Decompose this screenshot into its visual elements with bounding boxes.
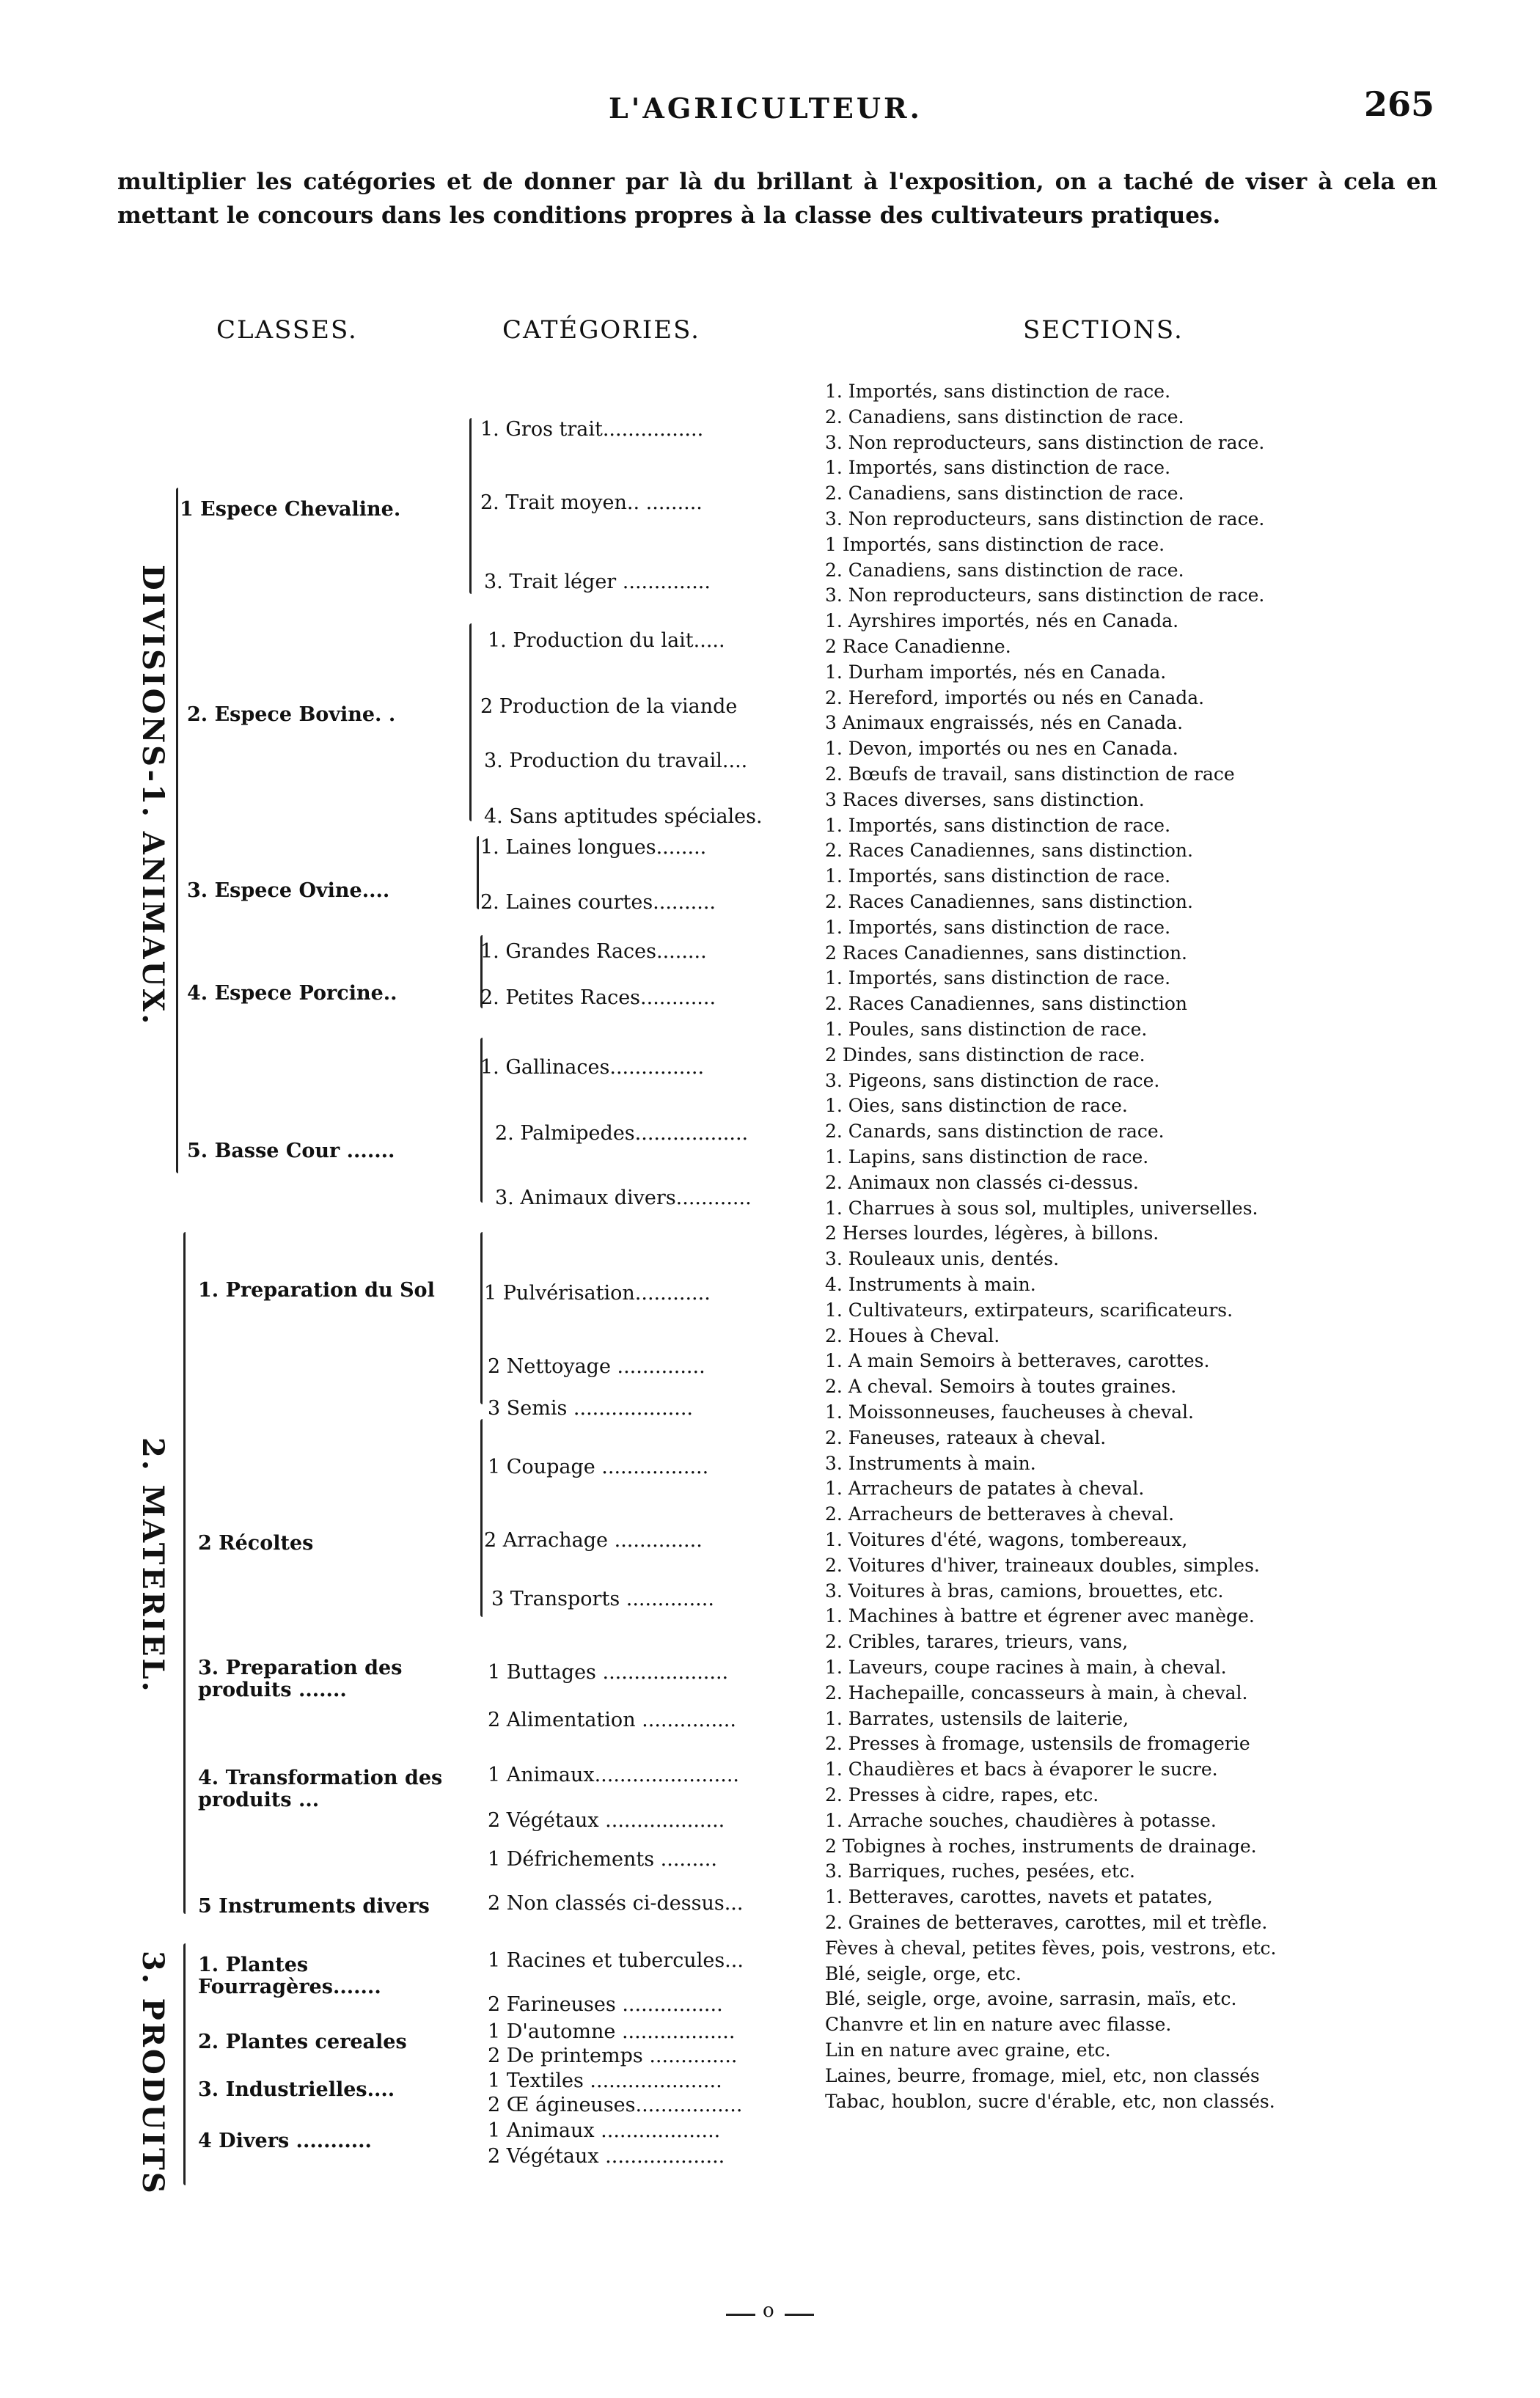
division-brace-produits bbox=[183, 1943, 186, 2185]
section-item: Fèves à cheval, petites fèves, pois, vestrons, etc. bbox=[825, 1937, 1277, 1959]
section-item: 2. Races Canadiennes, sans distinction. bbox=[825, 892, 1193, 912]
division-brace-materiel bbox=[183, 1232, 186, 1914]
category-label: 2 Alimentation ............... bbox=[488, 1709, 736, 1731]
section-item: 3. Non reproducteurs, sans distinction de race. bbox=[825, 585, 1265, 606]
section-item: 2. Faneuses, rateaux à cheval. bbox=[825, 1427, 1107, 1448]
category-label: 1 Coupage ................. bbox=[488, 1456, 709, 1478]
class-label: 5. Basse Cour ....... bbox=[187, 1140, 395, 1162]
section-item: 2 Tobignes à roches, instruments de drainage. bbox=[825, 1836, 1257, 1857]
category-label: 4. Sans aptitudes spéciales. bbox=[484, 805, 763, 828]
category-label: 3 Transports .............. bbox=[491, 1588, 714, 1610]
category-label: 2. Trait moyen.. ......... bbox=[480, 491, 703, 514]
section-item: 1. Oies, sans distinction de race. bbox=[825, 1096, 1128, 1117]
section-item: 1. Devon, importés ou nes en Canada. bbox=[825, 738, 1178, 760]
section-item: 1. Importés, sans distinction de race. bbox=[825, 968, 1171, 989]
section-item: 3. Non reproducteurs, sans distinction de race. bbox=[825, 432, 1265, 453]
section-item: 2. Cribles, tarares, trieurs, vans, bbox=[825, 1632, 1129, 1653]
section-item: 1. Laveurs, coupe racines à main, à cheval. bbox=[825, 1657, 1227, 1678]
section-item: 2. Races Canadiennes, sans distinction bbox=[825, 994, 1188, 1015]
section-item: 2. Hereford, importés ou nés en Canada. bbox=[825, 687, 1205, 708]
section-item: 1. Importés, sans distinction de race. bbox=[825, 917, 1171, 938]
section-item: 2. Voitures d'hiver, traineaux doubles, simples. bbox=[825, 1555, 1260, 1576]
section-item: 1. Poules, sans distinction de race. bbox=[825, 1019, 1148, 1040]
division-label-animaux: DIVISIONS-1. ANIMAUX. bbox=[136, 565, 170, 1027]
section-item: 2. Bœufs de travail, sans distinction de race bbox=[825, 764, 1235, 785]
section-item: 2 Races Canadiennes, sans distinction. bbox=[825, 942, 1188, 964]
category-label: 2 Végétaux ................... bbox=[488, 2145, 725, 2168]
section-item: 1. Arrache souches, chaudières à potasse. bbox=[825, 1810, 1217, 1831]
category-label: 3. Animaux divers............ bbox=[495, 1187, 752, 1209]
category-label: 2 Non classés ci-dessus... bbox=[488, 1892, 744, 1915]
section-item: 3. Non reproducteurs, sans distinction de race. bbox=[825, 509, 1265, 529]
intro-paragraph: multiplier les catégories et de donner par là du brillant à l'exposition, on a taché de viser à cela en mettant le concours dans les conditions propres à la classe des cultivateurs pratiques. bbox=[117, 169, 1437, 229]
section-item: 4. Instruments à main. bbox=[825, 1275, 1036, 1295]
category-label: 2 De printemps .............. bbox=[488, 2045, 738, 2067]
category-label: 1 Animaux ................... bbox=[488, 2119, 721, 2142]
section-item: 3. Voitures à bras, camions, brouettes, etc. bbox=[825, 1580, 1224, 1602]
category-label: 1 Animaux....................... bbox=[488, 1764, 739, 1786]
section-item: 2. Houes à Cheval. bbox=[825, 1325, 1000, 1346]
section-item: 2 Race Canadienne. bbox=[825, 637, 1011, 657]
class-label: 3. Espece Ovine.... bbox=[187, 879, 390, 902]
category-label: 1. Grandes Races........ bbox=[480, 940, 707, 963]
section-item: 2. Canards, sans distinction de race. bbox=[825, 1121, 1165, 1143]
section-item: 2. Graines de betteraves, carottes, mil et trèfle. bbox=[825, 1913, 1268, 1933]
section-item: 1. Importés, sans distinction de race. bbox=[825, 381, 1171, 402]
class-label: 5 Instruments divers bbox=[198, 1895, 430, 1918]
section-item: 2. A cheval. Semoirs à toutes graines. bbox=[825, 1376, 1177, 1398]
column-head-sections: SECTIONS. bbox=[1023, 315, 1184, 345]
section-item: 1. Chaudières et bacs à évaporer le sucre. bbox=[825, 1759, 1218, 1781]
section-item: 2. Canadiens, sans distinction de race. bbox=[825, 560, 1184, 581]
class-brace bbox=[469, 623, 472, 821]
category-label: 1 Textiles ..................... bbox=[488, 2069, 722, 2092]
category-label: 1 Défrichements ......... bbox=[488, 1848, 717, 1871]
footer-mark: o bbox=[763, 2300, 774, 2322]
class-label: 1 Espece Chevaline. bbox=[180, 498, 401, 521]
category-label: 2 Œ ágineuses................. bbox=[488, 2094, 743, 2116]
class-label: 3. Preparation des produits ....... bbox=[198, 1657, 403, 1701]
section-item: 1. Arracheurs de patates à cheval. bbox=[825, 1478, 1145, 1500]
column-head-classes: CLASSES. bbox=[216, 315, 358, 345]
section-item: 3 Animaux engraissés, nés en Canada. bbox=[825, 713, 1184, 734]
section-item: 1. Lapins, sans distinction de race. bbox=[825, 1147, 1149, 1167]
section-item: 1 Importés, sans distinction de race. bbox=[825, 534, 1165, 555]
section-item: Lin en nature avec graine, etc. bbox=[825, 2040, 1111, 2061]
category-label: 1. Gros trait................ bbox=[480, 418, 704, 441]
column-head-categories: CATÉGORIES. bbox=[502, 315, 700, 345]
category-label: 1. Gallinaces............... bbox=[480, 1056, 705, 1079]
section-item: 2. Races Canadiennes, sans distinction. bbox=[825, 840, 1193, 862]
section-item: 2. Animaux non classés ci-dessus. bbox=[825, 1172, 1139, 1193]
category-label: 2. Palmipedes.................. bbox=[495, 1122, 749, 1145]
category-label: 1. Production du lait..... bbox=[488, 629, 725, 652]
section-item: 1. Importés, sans distinction de race. bbox=[825, 815, 1171, 836]
section-item: 1. Barrates, ustensils de laiterie, bbox=[825, 1708, 1129, 1729]
category-label: 2 Production de la viande bbox=[480, 695, 738, 718]
section-item: Tabac, houblon, sucre d'érable, etc, non classés. bbox=[825, 2091, 1275, 2112]
class-brace bbox=[477, 836, 479, 909]
section-item: Laines, beurre, fromage, miel, etc, non classés bbox=[825, 2065, 1260, 2086]
section-item: 2. Hachepaille, concasseurs à main, à cheval. bbox=[825, 1682, 1248, 1704]
footer-rule-left bbox=[726, 2314, 755, 2316]
class-label: 3. Industrielles.... bbox=[198, 2078, 395, 2101]
section-item: 2. Canadiens, sans distinction de race. bbox=[825, 483, 1184, 505]
section-item: 3 Races diverses, sans distinction. bbox=[825, 789, 1145, 810]
section-item: 3. Rouleaux unis, dentés. bbox=[825, 1249, 1060, 1270]
class-label: 4. Espece Porcine.. bbox=[187, 982, 397, 1005]
section-item: 3. Pigeons, sans distinction de race. bbox=[825, 1070, 1160, 1091]
category-label: 2 Végétaux ................... bbox=[488, 1809, 725, 1832]
section-item: Blé, seigle, orge, etc. bbox=[825, 1963, 1022, 1984]
category-label: 3. Trait léger .............. bbox=[484, 571, 711, 593]
section-item: 1. Betteraves, carottes, navets et patates, bbox=[825, 1887, 1213, 1908]
class-label: 4 Divers ........... bbox=[198, 2130, 372, 2152]
class-label: 4. Transformation des produits ... bbox=[198, 1767, 443, 1811]
division-brace-animaux bbox=[176, 488, 178, 1173]
class-label: 2. Espece Bovine. . bbox=[187, 703, 396, 726]
category-label: 1 Racines et tubercules... bbox=[488, 1949, 744, 1972]
category-label: 3 Semis ................... bbox=[488, 1397, 693, 1420]
section-item: 2. Presses à fromage, ustensils de fromagerie bbox=[825, 1734, 1250, 1755]
division-label-materiel: 2. MATERIEL. bbox=[136, 1437, 170, 1694]
category-label: 2. Petites Races............ bbox=[480, 986, 716, 1009]
section-item: 2. Arracheurs de betteraves à cheval. bbox=[825, 1504, 1175, 1525]
category-label: 2 Arrachage .............. bbox=[484, 1529, 703, 1552]
category-label: 2. Laines courtes.......... bbox=[480, 891, 716, 914]
section-item: 1. Cultivateurs, extirpateurs, scarificateurs. bbox=[825, 1299, 1233, 1321]
section-item: 1. Voitures d'été, wagons, tombereaux, bbox=[825, 1530, 1188, 1550]
section-item: 1. Moissonneuses, faucheuses à cheval. bbox=[825, 1402, 1194, 1423]
section-item: Chanvre et lin en nature avec filasse. bbox=[825, 2014, 1172, 2036]
class-label: 1. Plantes Fourragères....... bbox=[198, 1954, 381, 1998]
class-label: 1. Preparation du Sol bbox=[198, 1279, 435, 1302]
section-item: 1. Charrues à sous sol, multiples, universelles. bbox=[825, 1198, 1258, 1219]
section-item: 2. Presses à cidre, rapes, etc. bbox=[825, 1785, 1099, 1805]
category-label: 1 D'automne .................. bbox=[488, 2020, 736, 2043]
division-label-produits: 3. PRODUITS bbox=[136, 1951, 170, 2196]
class-brace bbox=[480, 1232, 483, 1404]
section-item: 1. Ayrshires importés, nés en Canada. bbox=[825, 611, 1179, 632]
category-label: 2 Farineuses ................ bbox=[488, 1993, 723, 2016]
page-number: 265 bbox=[1364, 84, 1435, 124]
footer-rule-right bbox=[785, 2314, 814, 2316]
class-label: 2. Plantes cereales bbox=[198, 2031, 407, 2053]
section-item: 1. Machines à battre et égrener avec manège. bbox=[825, 1606, 1255, 1627]
section-item: 1. A main Semoirs à betteraves, carottes. bbox=[825, 1351, 1210, 1372]
class-label: 2 Récoltes bbox=[198, 1532, 314, 1555]
section-item: 1. Importés, sans distinction de race. bbox=[825, 458, 1171, 479]
class-brace bbox=[480, 1419, 483, 1617]
category-label: 1 Pulvérisation............ bbox=[484, 1282, 711, 1305]
category-label: 2 Nettoyage .............. bbox=[488, 1355, 705, 1378]
class-brace bbox=[469, 418, 472, 594]
category-label: 3. Production du travail.... bbox=[484, 749, 748, 772]
section-item: 3. Instruments à main. bbox=[825, 1453, 1036, 1474]
running-title: L'AGRICULTEUR. bbox=[609, 92, 923, 125]
section-item: 2 Herses lourdes, légères, à billons. bbox=[825, 1223, 1159, 1244]
category-label: 1 Buttages .................... bbox=[488, 1661, 729, 1684]
section-item: 1. Durham importés, nés en Canada. bbox=[825, 661, 1167, 683]
section-item: 2. Canadiens, sans distinction de race. bbox=[825, 406, 1184, 428]
category-label: 1. Laines longues........ bbox=[480, 836, 707, 859]
section-item: 2 Dindes, sans distinction de race. bbox=[825, 1044, 1145, 1066]
section-item: 1. Importés, sans distinction de race. bbox=[825, 866, 1171, 887]
section-item: Blé, seigle, orge, avoine, sarrasin, maïs, etc. bbox=[825, 1989, 1237, 2010]
section-item: 3. Barriques, ruches, pesées, etc. bbox=[825, 1861, 1135, 1882]
